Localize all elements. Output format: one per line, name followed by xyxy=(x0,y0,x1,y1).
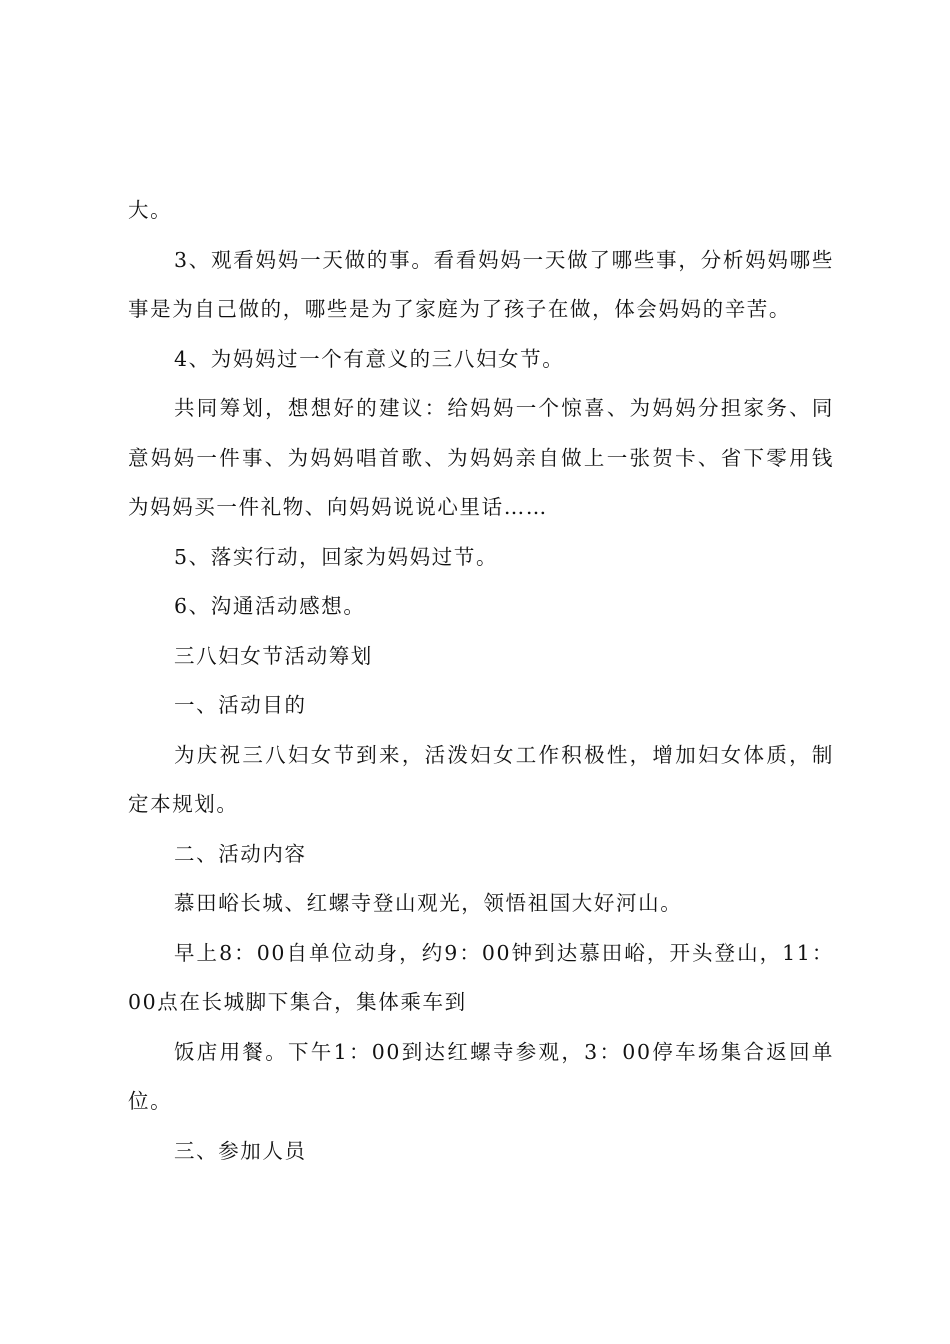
paragraph-purpose: 为庆祝三八妇女节到来，活泼妇女工作积极性，增加妇女体质，制定本规划。 xyxy=(128,742,834,816)
heading-content: 二、活动内容 xyxy=(174,841,307,866)
paragraph-item-4: 4、为妈妈过一个有意义的三八妇女节。 xyxy=(174,346,565,371)
section-title: 三八妇女节活动筹划 xyxy=(174,643,373,668)
paragraph-item-3: 3、观看妈妈一天做的事。看看妈妈一天做了哪些事，分析妈妈哪些事是为自己做的，哪些是为了家庭为了孩子在做，体会妈妈的辛苦。 xyxy=(128,247,834,321)
document-body xyxy=(128,186,834,1176)
heading-purpose: 一、活动目的 xyxy=(174,693,307,717)
heading-participants: 三、参加人员 xyxy=(174,1138,307,1163)
paragraph-item-5: 5、落实行动，回家为妈妈过节。 xyxy=(174,544,499,569)
paragraph-content: 慕田峪长城、红螺寺登山观光，领悟祖国大好河山。 xyxy=(174,891,683,915)
paragraph-item-6: 6、沟通活动感想。 xyxy=(174,594,366,618)
paragraph-suggestions: 共同筹划，想想好的建议：给妈妈一个惊喜、为妈妈分担家务、同意妈妈一件事、为妈妈唱首歌、为妈妈亲自做上一张贺卡、省下零用钱为妈妈买一件礼物、向妈妈说说心里话…… xyxy=(128,396,834,519)
paragraph-continuation: 大。 xyxy=(128,198,173,222)
paragraph-schedule-afternoon: 饭店用餐。下午1：00到达红螺寺参观，3：00停车场集合返回单位。 xyxy=(128,1039,834,1113)
paragraph-schedule-morning: 早上8：00自单位动身，约9：00钟到达慕田峪，开头登山，11：00点在长城脚下集合，集体乘车到 xyxy=(128,940,834,1014)
